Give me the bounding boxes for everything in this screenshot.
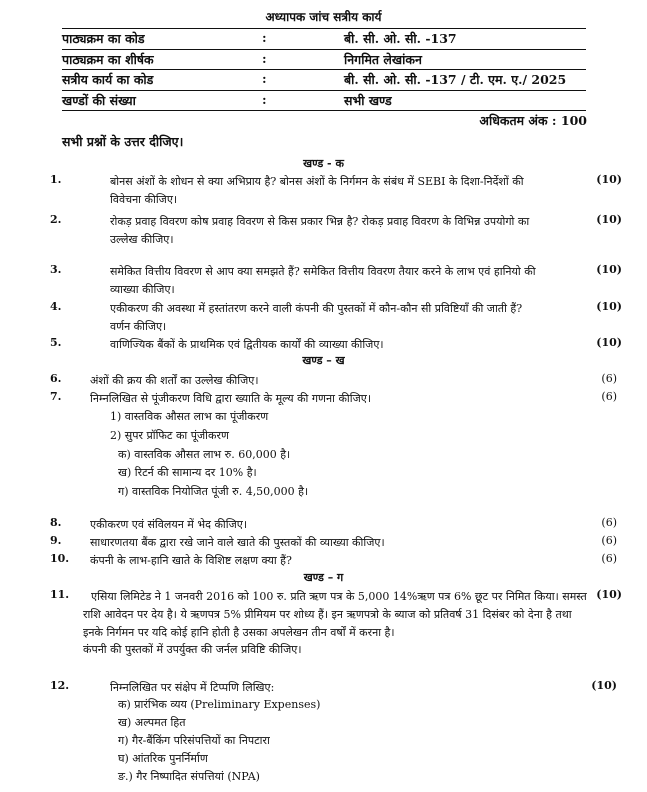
question-number: 7. bbox=[50, 390, 62, 403]
question-marks: (6) bbox=[601, 390, 617, 403]
assignment-code-value: बी. सी. ओ. सी. -137 / टी. एम. ए./ 2025 bbox=[344, 72, 567, 87]
course-title-value: निगमित लेखांकन bbox=[344, 52, 422, 67]
course-code-row bbox=[62, 30, 602, 50]
list-item: ङ.) गैर निष्पादित संपत्तियां (NPA) bbox=[118, 770, 260, 783]
list-item: ग) वास्तविक नियोजित पूंजी रु. 4,50,000 है। bbox=[118, 485, 309, 498]
list-item: 2) सुपर प्रॉफिट का पूंजीकरण bbox=[110, 429, 229, 442]
blocks-count-label: खण्डों की संख्या bbox=[62, 93, 136, 108]
max-marks: अधिकतम अंक : 100 bbox=[479, 113, 587, 128]
question-instruction: कंपनी की पुस्तकों में उपर्युक्त की जर्नल प्रविष्टि कीजिए। bbox=[83, 643, 302, 656]
page-title: अध्यापक जांच सत्रीय कार्य bbox=[265, 10, 382, 24]
question-text: एसिया लिमिटेड ने 1 जनवरी 2016 को 100 रु. प्रति ऋण पत्र के 5,000 14%ऋण पत्र 6% छूट पर निमित किया। समस्त राशि आवेदन पर देय है। ये ऋणपत्र 5% प्रीमियम पर शोध्य हैं। इन ऋणपत्रो के ब्याज को प्रतिवर्ष 31 दिसंबर को देना है तथा इनके निर्गमन पर यदि कोई हानि होती है उसका अपलेखन तीन वर्षों में करना है। bbox=[83, 590, 587, 639]
divider bbox=[62, 49, 586, 50]
question-number: 1. bbox=[50, 173, 62, 186]
course-code-value: बी. सी. ओ. सी. -137 bbox=[344, 31, 457, 46]
course-code-label: पाठ्यक्रम का कोड bbox=[62, 31, 145, 46]
course-title-row bbox=[62, 51, 602, 71]
divider bbox=[62, 90, 586, 91]
question-number: 10. bbox=[50, 552, 70, 565]
list-item: घ) आंतरिक पुनर्निर्माण bbox=[118, 752, 208, 765]
question-text: निम्नलिखित पर संक्षेप में टिप्पणि लिखिए: bbox=[110, 681, 275, 694]
colon: : bbox=[262, 92, 267, 107]
question-number: 2. bbox=[50, 213, 62, 226]
question-text: समेकित वित्तीय विवरण से आप क्या समझते हैं? समेकित वित्तीय विवरण तैयार करने के लाभ एवं हानियो की व्याख्या कीजिए। bbox=[110, 265, 536, 296]
divider bbox=[62, 69, 586, 70]
question-marks: (10) bbox=[591, 679, 617, 692]
list-item: ख) अल्पमत हित bbox=[118, 716, 186, 729]
question-marks: (10) bbox=[596, 300, 622, 313]
question-marks: (10) bbox=[596, 173, 622, 186]
question-marks: (10) bbox=[596, 213, 622, 226]
assignment-code-row bbox=[62, 71, 602, 91]
question-text: कंपनी के लाभ-हानि खाते के विशिष्ट लक्षण क्या हैं? bbox=[90, 554, 292, 567]
section-heading-c: खण्ड – ग bbox=[303, 571, 344, 584]
instruction: सभी प्रश्नों के उत्तर दीजिए। bbox=[62, 134, 184, 149]
question-marks: (10) bbox=[596, 263, 622, 276]
list-item: क) वास्तविक औसत लाभ रु. 60,000 है। bbox=[118, 448, 291, 461]
question-number: 3. bbox=[50, 263, 62, 276]
question-text: अंशों की क्रय की शर्तों का उल्लेख कीजिए। bbox=[90, 374, 259, 387]
colon: : bbox=[262, 51, 267, 66]
question-text: साधारणतया बैंक द्वारा रखे जाने वाले खाते की पुस्तकों की व्याख्या कीजिए। bbox=[90, 536, 385, 549]
question-text: एकीकरण की अवस्था में हस्तांतरण करने वाली कंपनी की पुस्तकों में कौन-कौन सी प्रविष्टियाँ की जाती हैं? वर्णन कीजिए। bbox=[110, 302, 523, 333]
question-number: 5. bbox=[50, 336, 62, 349]
question-number: 4. bbox=[50, 300, 62, 313]
question-number: 9. bbox=[50, 534, 62, 547]
course-title-label: पाठ्यक्रम का शीर्षक bbox=[62, 52, 154, 67]
colon: : bbox=[262, 71, 267, 86]
question-text: बोनस अंशों के शोधन से क्या अभिप्राय है? बोनस अंशों के निर्गमन के संबंध में SEBI के दिशा-निर्देशों की विवेचना कीजिए। bbox=[110, 175, 524, 206]
question-number: 8. bbox=[50, 516, 62, 529]
question-marks: (6) bbox=[601, 372, 617, 385]
list-item: ग) गैर-बैंकिंग परिसंपत्तियों का निपटारा bbox=[118, 734, 270, 747]
blocks-count-row bbox=[62, 92, 602, 112]
question-text: एकीकरण एवं संविलयन में भेद कीजिए। bbox=[90, 518, 248, 531]
section-heading-a: खण्ड - क bbox=[303, 157, 344, 170]
question-marks: (6) bbox=[601, 516, 617, 529]
assignment-code-label: सत्रीय कार्य का कोड bbox=[62, 72, 154, 87]
question-text: वाणिज्यिक बैंकों के प्राथमिक एवं द्वितीयक कार्यों की व्याख्या कीजिए। bbox=[110, 338, 384, 351]
colon: : bbox=[262, 30, 267, 45]
question-marks: (6) bbox=[601, 552, 617, 565]
question-marks: (6) bbox=[601, 534, 617, 547]
question-text: रोकड़ प्रवाह विवरण कोष प्रवाह विवरण से किस प्रकार भिन्न है? रोकड़ प्रवाह विवरण के विभिन्न उपयोगो का उल्लेख कीजिए। bbox=[110, 215, 530, 246]
divider bbox=[62, 110, 586, 111]
question-marks: (10) bbox=[596, 588, 622, 601]
question-marks: (10) bbox=[596, 336, 622, 349]
blocks-count-value: सभी खण्ड bbox=[344, 93, 392, 108]
section-heading-b: खण्ड – ख bbox=[302, 354, 345, 367]
question-text: निम्नलिखित से पूंजीकरण विधि द्वारा ख्याति के मूल्य की गणना कीजिए। bbox=[90, 392, 372, 405]
divider bbox=[62, 28, 586, 29]
question-number: 12. bbox=[50, 679, 70, 692]
question-number: 11. bbox=[50, 588, 70, 601]
list-item: क) प्रारंभिक व्यय (Preliminary Expenses) bbox=[118, 698, 321, 711]
list-item: 1) वास्तविक औसत लाभ का पूंजीकरण bbox=[110, 410, 269, 423]
list-item: ख) रिटर्न की सामान्य दर 10% है। bbox=[118, 466, 257, 479]
question-number: 6. bbox=[50, 372, 62, 385]
